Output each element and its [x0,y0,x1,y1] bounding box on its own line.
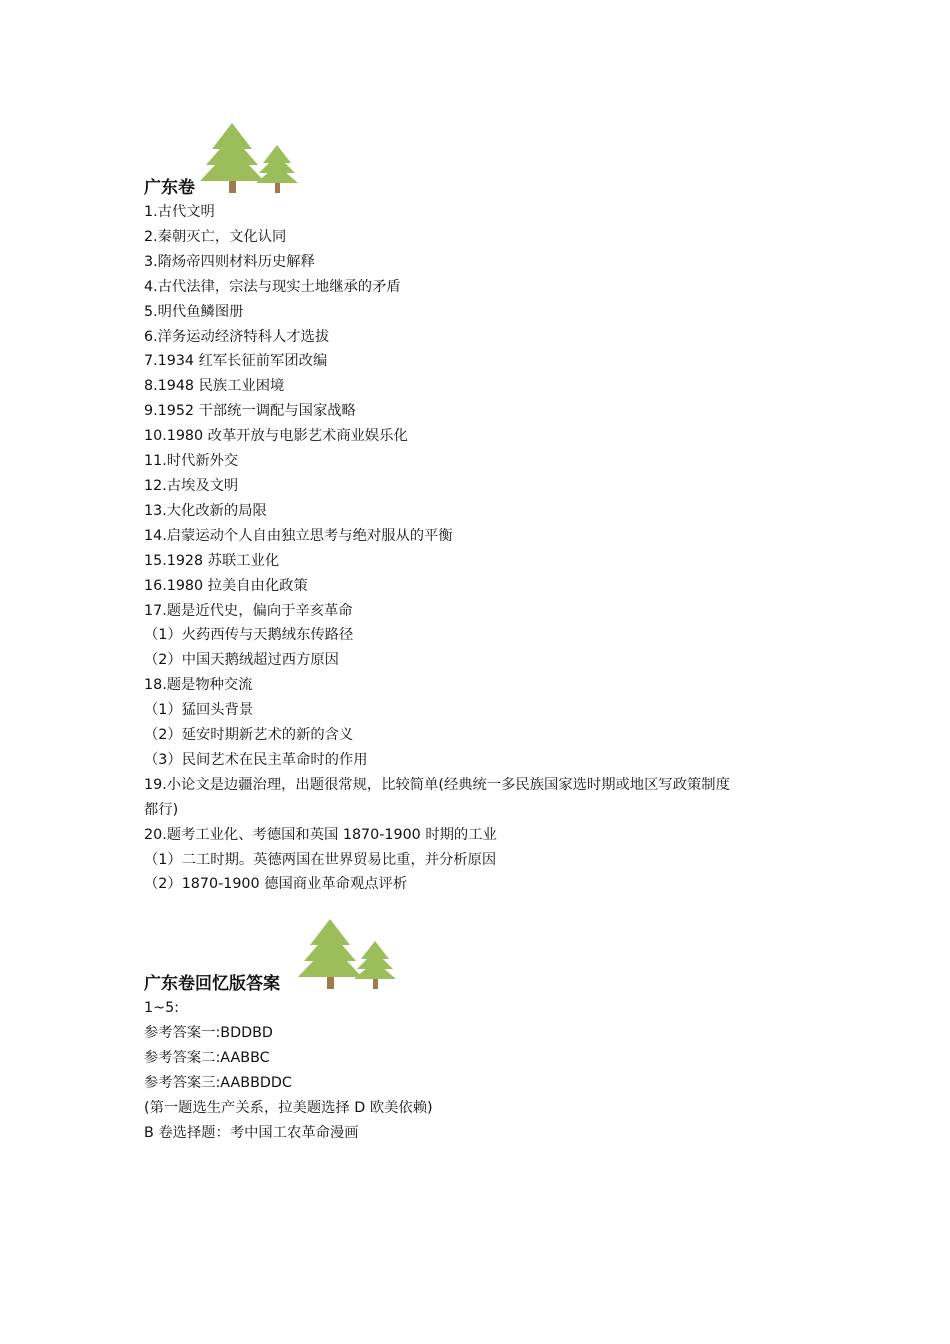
topic-line: 2.秦朝灭亡，文化认同 [144,228,287,245]
answer-line: 参考答案三:AABBDDC [144,1074,292,1091]
answer-line: 1~5: [144,1000,179,1016]
topic-line: （1）火药西传与天鹅绒东传路径 [144,627,354,644]
answer-list [144,996,824,1145]
topic-list [144,200,824,897]
topic-line: （2）1870-1900 德国商业革命观点评析 [144,876,408,893]
topic-line: 12.古埃及文明 [144,477,239,494]
topic-line: 1.古代文明 [144,204,215,220]
topic-line: 11.时代新外交 [144,453,239,470]
topic-line: （1）二工时期。英德两国在世界贸易比重，并分析原因 [144,851,497,868]
topic-line: 9.1952 干部统一调配与国家战略 [144,403,356,420]
heading-row [144,176,824,200]
topic-line: 18.题是物种交流 [144,677,253,694]
topic-line: 3.隋炀帝四则材料历史解释 [144,253,315,270]
topic-line: 5.明代鱼鳞图册 [144,303,244,320]
section-heading: 广东卷 [144,178,195,198]
topic-line: （1）猛回头背景 [144,702,254,719]
topic-line: （2）延安时期新艺术的新的含义 [144,727,354,744]
answer-line: 参考答案一:BDDBD [144,1024,273,1041]
answer-line: (第一题选生产关系，拉美题选择 D 欧美依赖) [144,1099,433,1116]
topic-line: 7.1934 红军长征前军团改编 [144,353,328,370]
topic-line: 10.1980 改革开放与电影艺术商业娱乐化 [144,428,408,445]
topic-line: 19.小论文是边疆治理，出题很常规，比较简单(经典统一多民族国家选时期或地区写政策制度 [144,776,730,793]
topic-line: 6.洋务运动经济特科人才选拔 [144,328,330,345]
section-exam-topics [144,176,824,897]
topic-line: 4.古代法律，宗法与现实土地继承的矛盾 [144,278,401,295]
topic-line: 20.题考工业化、考德国和英国 1870-1900 时期的工业 [144,826,497,843]
topic-line: 14.启蒙运动个人自由独立思考与绝对服从的平衡 [144,527,453,544]
topic-line: （3）民间艺术在民主革命时的作用 [144,751,368,768]
topic-line: 16.1980 拉美自由化政策 [144,577,308,594]
heading-row [144,972,824,996]
section-answers [144,972,824,1145]
section-heading: 广东卷回忆版答案 [144,974,280,994]
pine-trees-icon [200,123,302,195]
topic-line: 都行) [144,801,179,818]
topic-line: 8.1948 民族工业困境 [144,378,285,395]
topic-line: （2）中国天鹅绒超过西方原因 [144,652,339,669]
answer-line: 参考答案二:AABBC [144,1049,270,1066]
topic-line: 17.题是近代史，偏向于辛亥革命 [144,602,353,619]
topic-line: 15.1928 苏联工业化 [144,552,280,569]
answer-line: B 卷选择题：考中国工农革命漫画 [144,1124,359,1141]
topic-line: 13.大化改新的局限 [144,502,267,519]
pine-trees-icon [298,919,400,991]
